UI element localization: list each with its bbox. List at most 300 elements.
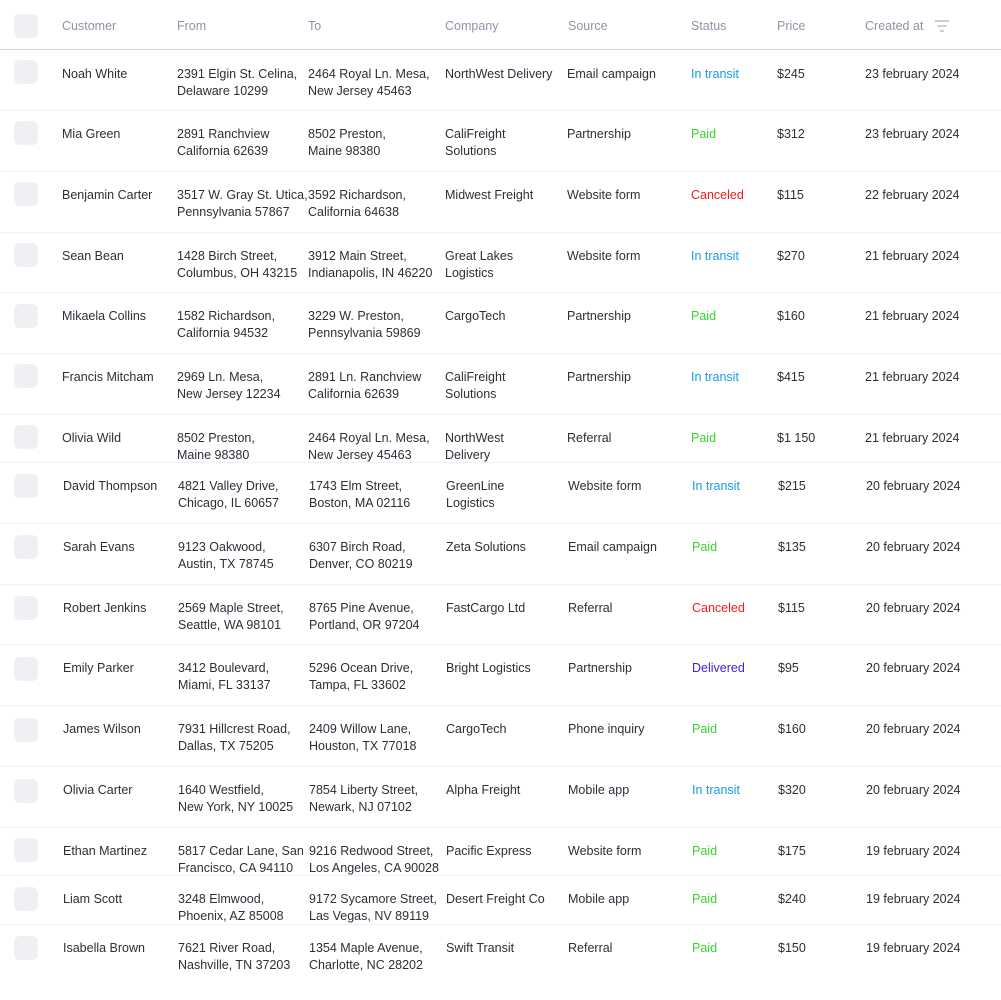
price: [778, 600, 805, 617]
created-date-line: 19 february 2024: [866, 844, 961, 858]
to-address: [308, 430, 430, 464]
row-checkbox[interactable]: [14, 474, 38, 498]
select-all-checkbox[interactable]: [14, 14, 38, 38]
source-line: Website form: [567, 188, 641, 202]
from-address: [177, 430, 255, 464]
from-address-line: 4821 Valley Drive,: [178, 479, 279, 493]
company-name-line: CaliFreight: [445, 370, 506, 384]
table-row[interactable]: [0, 876, 1001, 925]
column-header-from[interactable]: From: [177, 19, 207, 33]
customer-name-line: Francis Mitcham: [62, 370, 154, 384]
source: [568, 600, 612, 617]
source: [568, 782, 629, 799]
from-address: [177, 248, 297, 282]
source: [568, 660, 632, 677]
from-address-line: Phoenix, AZ 85008: [178, 909, 284, 923]
from-address-line: 7931 Hillcrest Road,: [178, 722, 291, 736]
company-name: [446, 721, 506, 738]
row-checkbox[interactable]: [14, 596, 38, 620]
price: [778, 782, 806, 799]
to-address: [308, 248, 432, 282]
to-address: [309, 940, 423, 974]
price: [777, 430, 815, 447]
to-address: [308, 66, 430, 100]
created-date-line: 23 february 2024: [865, 67, 960, 81]
company-name-line: Solutions: [445, 387, 497, 401]
column-header-created-at[interactable]: Created at: [865, 19, 924, 33]
to-address-line: California 62639: [308, 387, 400, 401]
status-badge: [691, 308, 716, 325]
price: [778, 660, 799, 677]
from-address-line: 2569 Maple Street,: [178, 601, 284, 615]
created-date-line: 23 february 2024: [865, 127, 960, 141]
price-line: $115: [777, 188, 804, 202]
from-address: [177, 187, 308, 221]
created-date: [865, 430, 960, 447]
from-address: [178, 539, 274, 573]
customer-name: [63, 660, 134, 677]
company-name: [446, 843, 531, 860]
status-badge-line: In transit: [691, 67, 739, 81]
created-date: [865, 187, 960, 204]
price: [777, 308, 805, 325]
created-date: [865, 66, 960, 83]
to-address-line: Indianapolis, IN 46220: [308, 266, 433, 280]
from-address-line: Delaware 10299: [177, 84, 269, 98]
to-address-line: 3912 Main Street,: [308, 249, 407, 263]
table-row[interactable]: [0, 828, 1001, 876]
table-row[interactable]: [0, 706, 1001, 767]
column-header-customer[interactable]: Customer: [62, 19, 117, 33]
from-address: [177, 369, 281, 403]
source: [568, 478, 641, 495]
status-badge: [692, 721, 717, 738]
row-checkbox[interactable]: [14, 182, 38, 206]
created-date: [866, 478, 961, 495]
row-checkbox[interactable]: [14, 887, 38, 911]
status-badge: [691, 187, 744, 204]
row-checkbox[interactable]: [14, 425, 38, 449]
from-address-line: 1582 Richardson,: [177, 309, 275, 323]
table-row[interactable]: [0, 767, 1001, 828]
created-date: [866, 891, 961, 908]
price-line: $415: [777, 370, 805, 384]
source-line: Website form: [568, 479, 642, 493]
to-address-line: 8765 Pine Avenue,: [309, 601, 414, 615]
table-header: [0, 0, 1001, 50]
to-address: [309, 660, 413, 694]
from-address-line: New York, NY 10025: [178, 800, 294, 814]
source-line: Phone inquiry: [568, 722, 645, 736]
company-name-line: Logistics: [445, 266, 494, 280]
to-address-line: Boston, MA 02116: [309, 496, 411, 510]
source: [567, 308, 631, 325]
customer-name-line: Olivia Wild: [62, 431, 122, 445]
price-line: $270: [777, 249, 805, 263]
customer-name: [63, 539, 135, 556]
company-name-line: CaliFreight: [445, 127, 506, 141]
row-checkbox[interactable]: [14, 535, 38, 559]
column-header-status[interactable]: Status: [691, 19, 727, 33]
table-row[interactable]: [0, 925, 1001, 984]
from-address-line: 9123 Oakwood,: [178, 540, 266, 554]
row-checkbox[interactable]: [14, 60, 38, 84]
price-line: $160: [778, 722, 806, 736]
from-address-line: Chicago, IL 60657: [178, 496, 280, 510]
customer-name-line: Noah White: [62, 67, 128, 81]
customer-name: [62, 308, 146, 325]
source: [567, 126, 631, 143]
created-date: [865, 308, 960, 325]
source-line: Referral: [568, 601, 613, 615]
company-name: [445, 126, 505, 160]
from-address-line: Pennsylvania 57867: [177, 205, 290, 219]
status-badge-line: In transit: [692, 783, 740, 797]
created-date: [865, 369, 960, 386]
company-name: [445, 187, 533, 204]
to-address: [309, 600, 420, 634]
column-header-price[interactable]: Price: [777, 19, 806, 33]
company-name: [446, 660, 531, 677]
customer-name: [63, 891, 122, 908]
table-row[interactable]: [0, 415, 1001, 463]
customer-name: [62, 369, 154, 386]
company-name: [445, 66, 552, 83]
source: [567, 248, 640, 265]
company-name-line: Zeta Solutions: [446, 540, 526, 554]
from-address-line: 3517 W. Gray St. Utica,: [177, 188, 308, 202]
table-row[interactable]: [0, 172, 1001, 233]
customer-name-line: Isabella Brown: [63, 941, 145, 955]
status-badge-line: Paid: [691, 309, 717, 323]
status-badge-line: In transit: [691, 370, 739, 384]
table-row[interactable]: [0, 645, 1001, 706]
company-name-line: Pacific Express: [446, 844, 532, 858]
created-date-line: 21 february 2024: [865, 370, 960, 384]
to-address: [309, 891, 437, 925]
price-line: $215: [778, 479, 806, 493]
created-date-line: 21 february 2024: [865, 249, 960, 263]
row-checkbox[interactable]: [14, 657, 38, 681]
company-name-line: Logistics: [446, 496, 495, 510]
price-line: $175: [778, 844, 806, 858]
company-name: [446, 478, 504, 512]
customer-name: [63, 782, 132, 799]
to-address-line: 1354 Maple Avenue,: [309, 941, 423, 955]
customer-name: [62, 430, 121, 447]
company-name-line: Delivery: [445, 448, 491, 462]
status-badge-line: Canceled: [692, 601, 745, 615]
company-name-line: Great Lakes: [445, 249, 514, 263]
to-address-line: 2891 Ln. Ranchview: [308, 370, 422, 384]
company-name-line: Desert Freight Co: [446, 892, 545, 906]
company-name: [445, 248, 513, 282]
to-address: [308, 308, 421, 342]
from-address-line: New Jersey 12234: [177, 387, 281, 401]
from-address-line: Maine 98380: [177, 448, 250, 462]
status-badge-line: Paid: [692, 540, 718, 554]
price: [777, 369, 805, 386]
column-header-source[interactable]: Source: [568, 19, 608, 33]
row-checkbox[interactable]: [14, 838, 38, 862]
to-address: [309, 721, 416, 755]
to-address-line: Charlotte, NC 28202: [309, 958, 423, 972]
to-address-line: Portland, OR 97204: [309, 618, 420, 632]
source: [567, 430, 611, 447]
created-date: [866, 782, 961, 799]
source-line: Email campaign: [568, 540, 657, 554]
price: [778, 721, 806, 738]
to-address-line: 3592 Richardson,: [308, 188, 406, 202]
to-address-line: Pennsylvania 59869: [308, 326, 421, 340]
status-badge-line: Paid: [692, 722, 718, 736]
price-line: $312: [777, 127, 805, 141]
source: [568, 843, 641, 860]
from-address-line: California 62639: [177, 144, 269, 158]
price-line: $150: [778, 941, 806, 955]
from-address-line: Nashville, TN 37203: [178, 958, 291, 972]
status-badge: [692, 600, 745, 617]
from-address: [177, 126, 269, 160]
from-address-line: 3248 Elmwood,: [178, 892, 265, 906]
customer-name-line: Robert Jenkins: [63, 601, 147, 615]
to-address-line: 1743 Elm Street,: [309, 479, 403, 493]
company-name: [446, 891, 545, 908]
customer-name-line: Ethan Martinez: [63, 844, 148, 858]
company-name-line: Alpha Freight: [446, 783, 521, 797]
source: [567, 187, 640, 204]
customer-name-line: Olivia Carter: [63, 783, 133, 797]
price: [777, 126, 805, 143]
source: [567, 66, 656, 83]
created-date-line: 19 february 2024: [866, 892, 961, 906]
table-row[interactable]: [0, 524, 1001, 585]
table-row[interactable]: [0, 233, 1001, 293]
row-checkbox[interactable]: [14, 936, 38, 960]
price: [778, 478, 806, 495]
created-date: [866, 660, 961, 677]
status-badge-line: Paid: [692, 892, 718, 906]
company-name: [446, 600, 525, 617]
to-address-line: Las Vegas, NV 89119: [309, 909, 429, 923]
status-badge: [691, 66, 739, 83]
status-badge: [692, 940, 717, 957]
customer-name-line: Sarah Evans: [63, 540, 135, 554]
status-badge-line: Paid: [692, 844, 718, 858]
from-address: [178, 843, 304, 877]
status-badge-line: In transit: [692, 479, 740, 493]
status-badge: [692, 843, 717, 860]
company-name-line: Bright Logistics: [446, 661, 531, 675]
source-line: Mobile app: [568, 783, 630, 797]
source-line: Website form: [568, 844, 642, 858]
to-address-line: 7854 Liberty Street,: [309, 783, 419, 797]
company-name-line: CargoTech: [445, 309, 506, 323]
to-address-line: 2464 Royal Ln. Mesa,: [308, 67, 430, 81]
source-line: Partnership: [568, 661, 632, 675]
from-address: [178, 660, 271, 694]
to-address-line: Denver, CO 80219: [309, 557, 413, 571]
created-date-line: 20 february 2024: [866, 479, 961, 493]
to-address-line: 9216 Redwood Street,: [309, 844, 434, 858]
row-checkbox[interactable]: [14, 364, 38, 388]
row-checkbox[interactable]: [14, 304, 38, 328]
row-checkbox[interactable]: [14, 718, 38, 742]
table-row[interactable]: [0, 354, 1001, 415]
price: [778, 539, 806, 556]
customer-name: [63, 721, 141, 738]
status-badge: [692, 539, 717, 556]
from-address-line: 3412 Boulevard,: [178, 661, 270, 675]
from-address-line: 1428 Birch Street,: [177, 249, 278, 263]
from-address: [178, 721, 291, 755]
status-badge: [691, 430, 716, 447]
table-row[interactable]: [0, 293, 1001, 354]
customer-name-line: Benjamin Carter: [62, 188, 153, 202]
from-address-line: Columbus, OH 43215: [177, 266, 298, 280]
customer-name: [63, 600, 146, 617]
table-row[interactable]: [0, 51, 1001, 111]
to-address-line: Los Angeles, CA 90028: [309, 861, 439, 875]
to-address: [308, 187, 406, 221]
created-date-line: 21 february 2024: [865, 431, 960, 445]
from-address: [178, 891, 284, 925]
filter-icon[interactable]: [935, 20, 949, 32]
status-badge-line: Delivered: [692, 661, 745, 675]
customer-name-line: Mia Green: [62, 127, 121, 141]
row-checkbox[interactable]: [14, 779, 38, 803]
to-address-line: Houston, TX 77018: [309, 739, 417, 753]
row-checkbox[interactable]: [14, 243, 38, 267]
source-line: Referral: [568, 941, 613, 955]
created-date-line: 20 february 2024: [866, 722, 961, 736]
status-badge: [692, 660, 745, 677]
price: [777, 248, 805, 265]
to-address: [309, 782, 418, 816]
company-name: [445, 430, 504, 464]
company-name: [446, 539, 526, 556]
created-date-line: 22 february 2024: [865, 188, 960, 202]
from-address-line: Seattle, WA 98101: [178, 618, 282, 632]
customer-name: [62, 187, 152, 204]
from-address-line: 5817 Cedar Lane, San: [178, 844, 304, 858]
created-date: [866, 940, 961, 957]
company-name-line: Solutions: [445, 144, 497, 158]
created-date-line: 20 february 2024: [866, 540, 961, 554]
price: [777, 187, 804, 204]
from-address-line: Francisco, CA 94110: [178, 861, 294, 875]
table-row[interactable]: [0, 585, 1001, 645]
price: [777, 66, 805, 83]
status-badge-line: Paid: [692, 941, 718, 955]
price: [778, 843, 806, 860]
to-address-line: California 64638: [308, 205, 400, 219]
price: [778, 940, 806, 957]
customer-name-line: James Wilson: [63, 722, 141, 736]
source-line: Referral: [567, 431, 612, 445]
customer-name: [62, 248, 124, 265]
created-date: [865, 126, 960, 143]
created-date-line: 20 february 2024: [866, 601, 961, 615]
price-line: $240: [778, 892, 806, 906]
table-row[interactable]: [0, 463, 1001, 524]
price-line: $135: [778, 540, 806, 554]
column-header-company[interactable]: Company: [445, 19, 499, 33]
price-line: $320: [778, 783, 806, 797]
customer-name: [63, 843, 147, 860]
company-name-line: CargoTech: [446, 722, 507, 736]
customer-name-line: Emily Parker: [63, 661, 134, 675]
to-address: [309, 843, 439, 877]
price: [778, 891, 806, 908]
company-name: [445, 308, 505, 325]
status-badge: [691, 248, 739, 265]
to-address: [308, 126, 386, 160]
source-line: Partnership: [567, 127, 631, 141]
price-line: $1 150: [777, 431, 816, 445]
from-address-line: 7621 River Road,: [178, 941, 276, 955]
source-line: Website form: [567, 249, 641, 263]
to-address-line: 2409 Willow Lane,: [309, 722, 412, 736]
source: [568, 891, 629, 908]
company-name-line: Midwest Freight: [445, 188, 534, 202]
from-address: [178, 478, 279, 512]
company-name-line: NorthWest: [445, 431, 504, 445]
status-badge-line: Paid: [691, 127, 717, 141]
table-row[interactable]: [0, 111, 1001, 172]
status-badge-line: Canceled: [691, 188, 744, 202]
status-badge: [691, 126, 716, 143]
row-checkbox[interactable]: [14, 121, 38, 145]
to-address-line: 9172 Sycamore Street,: [309, 892, 437, 906]
customer-name-line: Mikaela Collins: [62, 309, 147, 323]
source: [568, 539, 657, 556]
from-address-line: 8502 Preston,: [177, 431, 255, 445]
status-badge-line: Paid: [691, 431, 717, 445]
created-date: [866, 600, 961, 617]
from-address-line: 2891 Ranchview: [177, 127, 270, 141]
to-address-line: Newark, NJ 07102: [309, 800, 412, 814]
from-address: [178, 940, 290, 974]
to-address-line: Maine 98380: [308, 144, 381, 158]
price-line: $160: [777, 309, 805, 323]
created-date: [865, 248, 960, 265]
created-date: [866, 539, 961, 556]
to-address: [309, 478, 410, 512]
customer-name: [63, 940, 145, 957]
company-name-line: FastCargo Ltd: [446, 601, 526, 615]
from-address-line: Miami, FL 33137: [178, 678, 271, 692]
to-address: [308, 369, 421, 403]
column-header-to[interactable]: To: [308, 19, 322, 33]
status-badge: [692, 891, 717, 908]
company-name-line: Swift Transit: [446, 941, 515, 955]
created-date-line: 21 february 2024: [865, 309, 960, 323]
price-line: $245: [777, 67, 805, 81]
from-address: [178, 782, 293, 816]
to-address-line: 6307 Birch Road,: [309, 540, 406, 554]
created-date: [866, 721, 961, 738]
price-line: $115: [778, 601, 805, 615]
to-address: [309, 539, 413, 573]
to-address-line: 5296 Ocean Drive,: [309, 661, 414, 675]
company-name: [446, 782, 520, 799]
status-badge-line: In transit: [691, 249, 739, 263]
created-date-line: 20 february 2024: [866, 661, 961, 675]
from-address-line: Austin, TX 78745: [178, 557, 274, 571]
customer-name: [63, 478, 157, 495]
source-line: Partnership: [567, 370, 631, 384]
